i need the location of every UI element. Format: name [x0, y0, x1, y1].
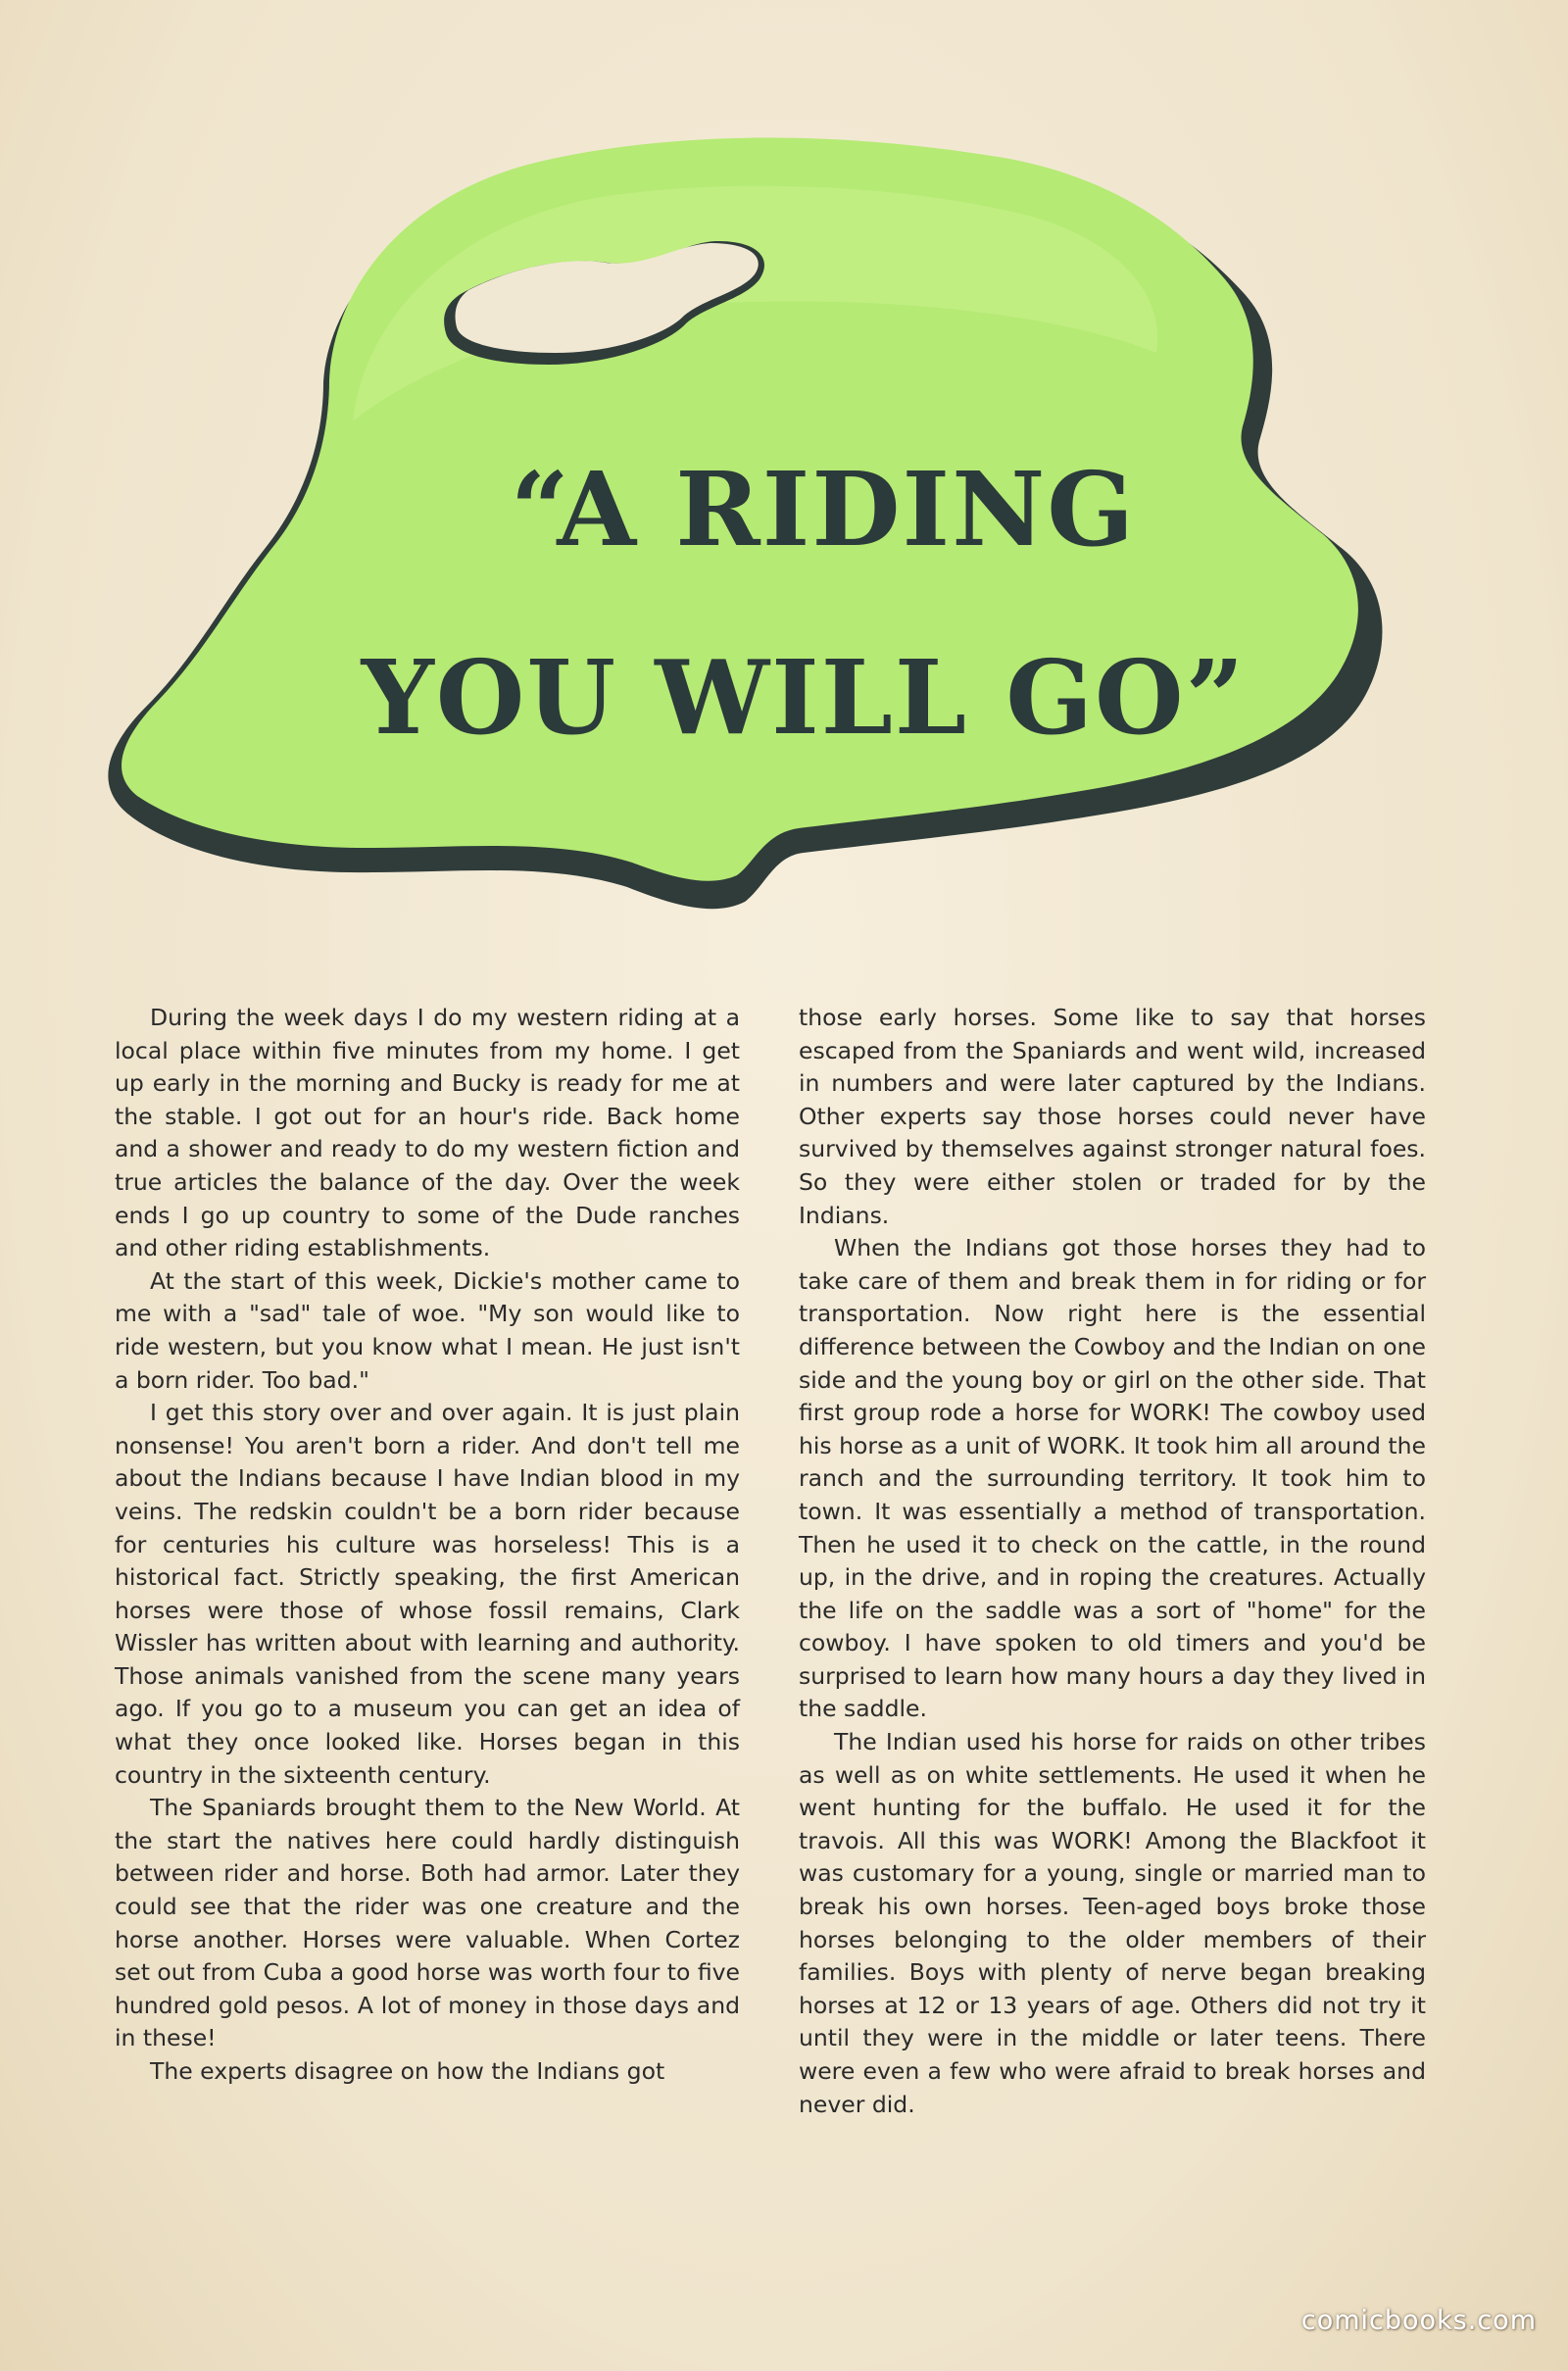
title-line-1: “A RIDING [510, 449, 1137, 569]
article-column-right [799, 1002, 1426, 2121]
paragraph: During the week days I do my western riding at a local place within five minutes from my home. I get up early in the morning and Bucky is ready for me at the stable. I got out for an hour's ride. Back home and a shower and ready to do my western fiction and true articles the balance of the day. Over the week ends I go up country to some of the Dude ranches and other riding establishments. [115, 1004, 740, 1262]
paragraph: The experts disagree on how the Indians got [150, 2057, 665, 2085]
title-line-2: YOU WILL GO” [361, 637, 1247, 758]
article-column-left [115, 1002, 740, 2089]
paragraph: I get this story over and over again. It is just plain nonsense! You aren't born a rider. And don't tell me about the Indians because I have Indian blood in my veins. The redskin couldn't be a born rider because for centuries his culture was horseless! This is a historical fact. Strictly speaking, the first American horses were those of whose fossil remains, Clark Wissler has written about with learning and authority. Those animals vanished from the scene many years ago. If you go to a museum you can get an idea of what they once looked like. Horses began in this country in the sixteenth century. [115, 1399, 740, 1789]
paragraph: When the Indians got those horses they had to take care of them and break them in for riding or for transportation. Now right here is the essential difference between the Cowboy and the Indian on one side and the young boy or girl on the other side. That first group rode a horse for WORK! The cowboy used his horse as a unit of WORK. It took him all around the ranch and the surrounding territory. It took him to town. It was essentially a method of transportation. Then he used it to check on the cattle, in the round up, in the drive, and in roping the creatures. Actually the life on the saddle was a sort of "home" for the cowboy. I have spoken to old timers and you'd be surprised to learn how many hours a day they lived in the saddle. [799, 1234, 1426, 1723]
paragraph-continuation: those early horses. Some like to say that horses escaped from the Spaniards and went wild, increased in numbers and were later captured by the Indians. Other experts say those horses could never have survived by themselves against stronger natural foes. So they were either stolen or traded for by the Indians. [799, 1004, 1426, 1229]
paragraph: The Indian used his horse for raids on other tribes as well as on white settlements. He used it when he went hunting for the buffalo. He used it for the travois. All this was WORK! Among the Blackfoot it was customary for a young, single or married man to break his own horses. Teen-aged boys broke those horses belonging to the older members of their families. Boys with plenty of nerve began breaking horses at 12 or 13 years of age. Others did not try it until they were in the middle or later teens. There were even a few who were afraid to break horses and never did. [799, 1728, 1426, 2118]
paragraph: At the start of this week, Dickie's mother came to me with a "sad" tale of woe. "My son would like to ride western, but you know what I mean. He just isn't a born rider. Too bad." [115, 1266, 740, 1394]
site-watermark: comicbooks.com [1300, 2305, 1537, 2336]
paragraph: The Spaniards brought them to the New World. At the start the natives here could hardly distinguish between rider and horse. Both had armor. Later they could see that the rider was one creature and the horse another. Horses were valuable. When Cortez set out from Cuba a good horse was worth four to five hundred gold pesos. A lot of money in those days and in these! [115, 1794, 740, 2052]
